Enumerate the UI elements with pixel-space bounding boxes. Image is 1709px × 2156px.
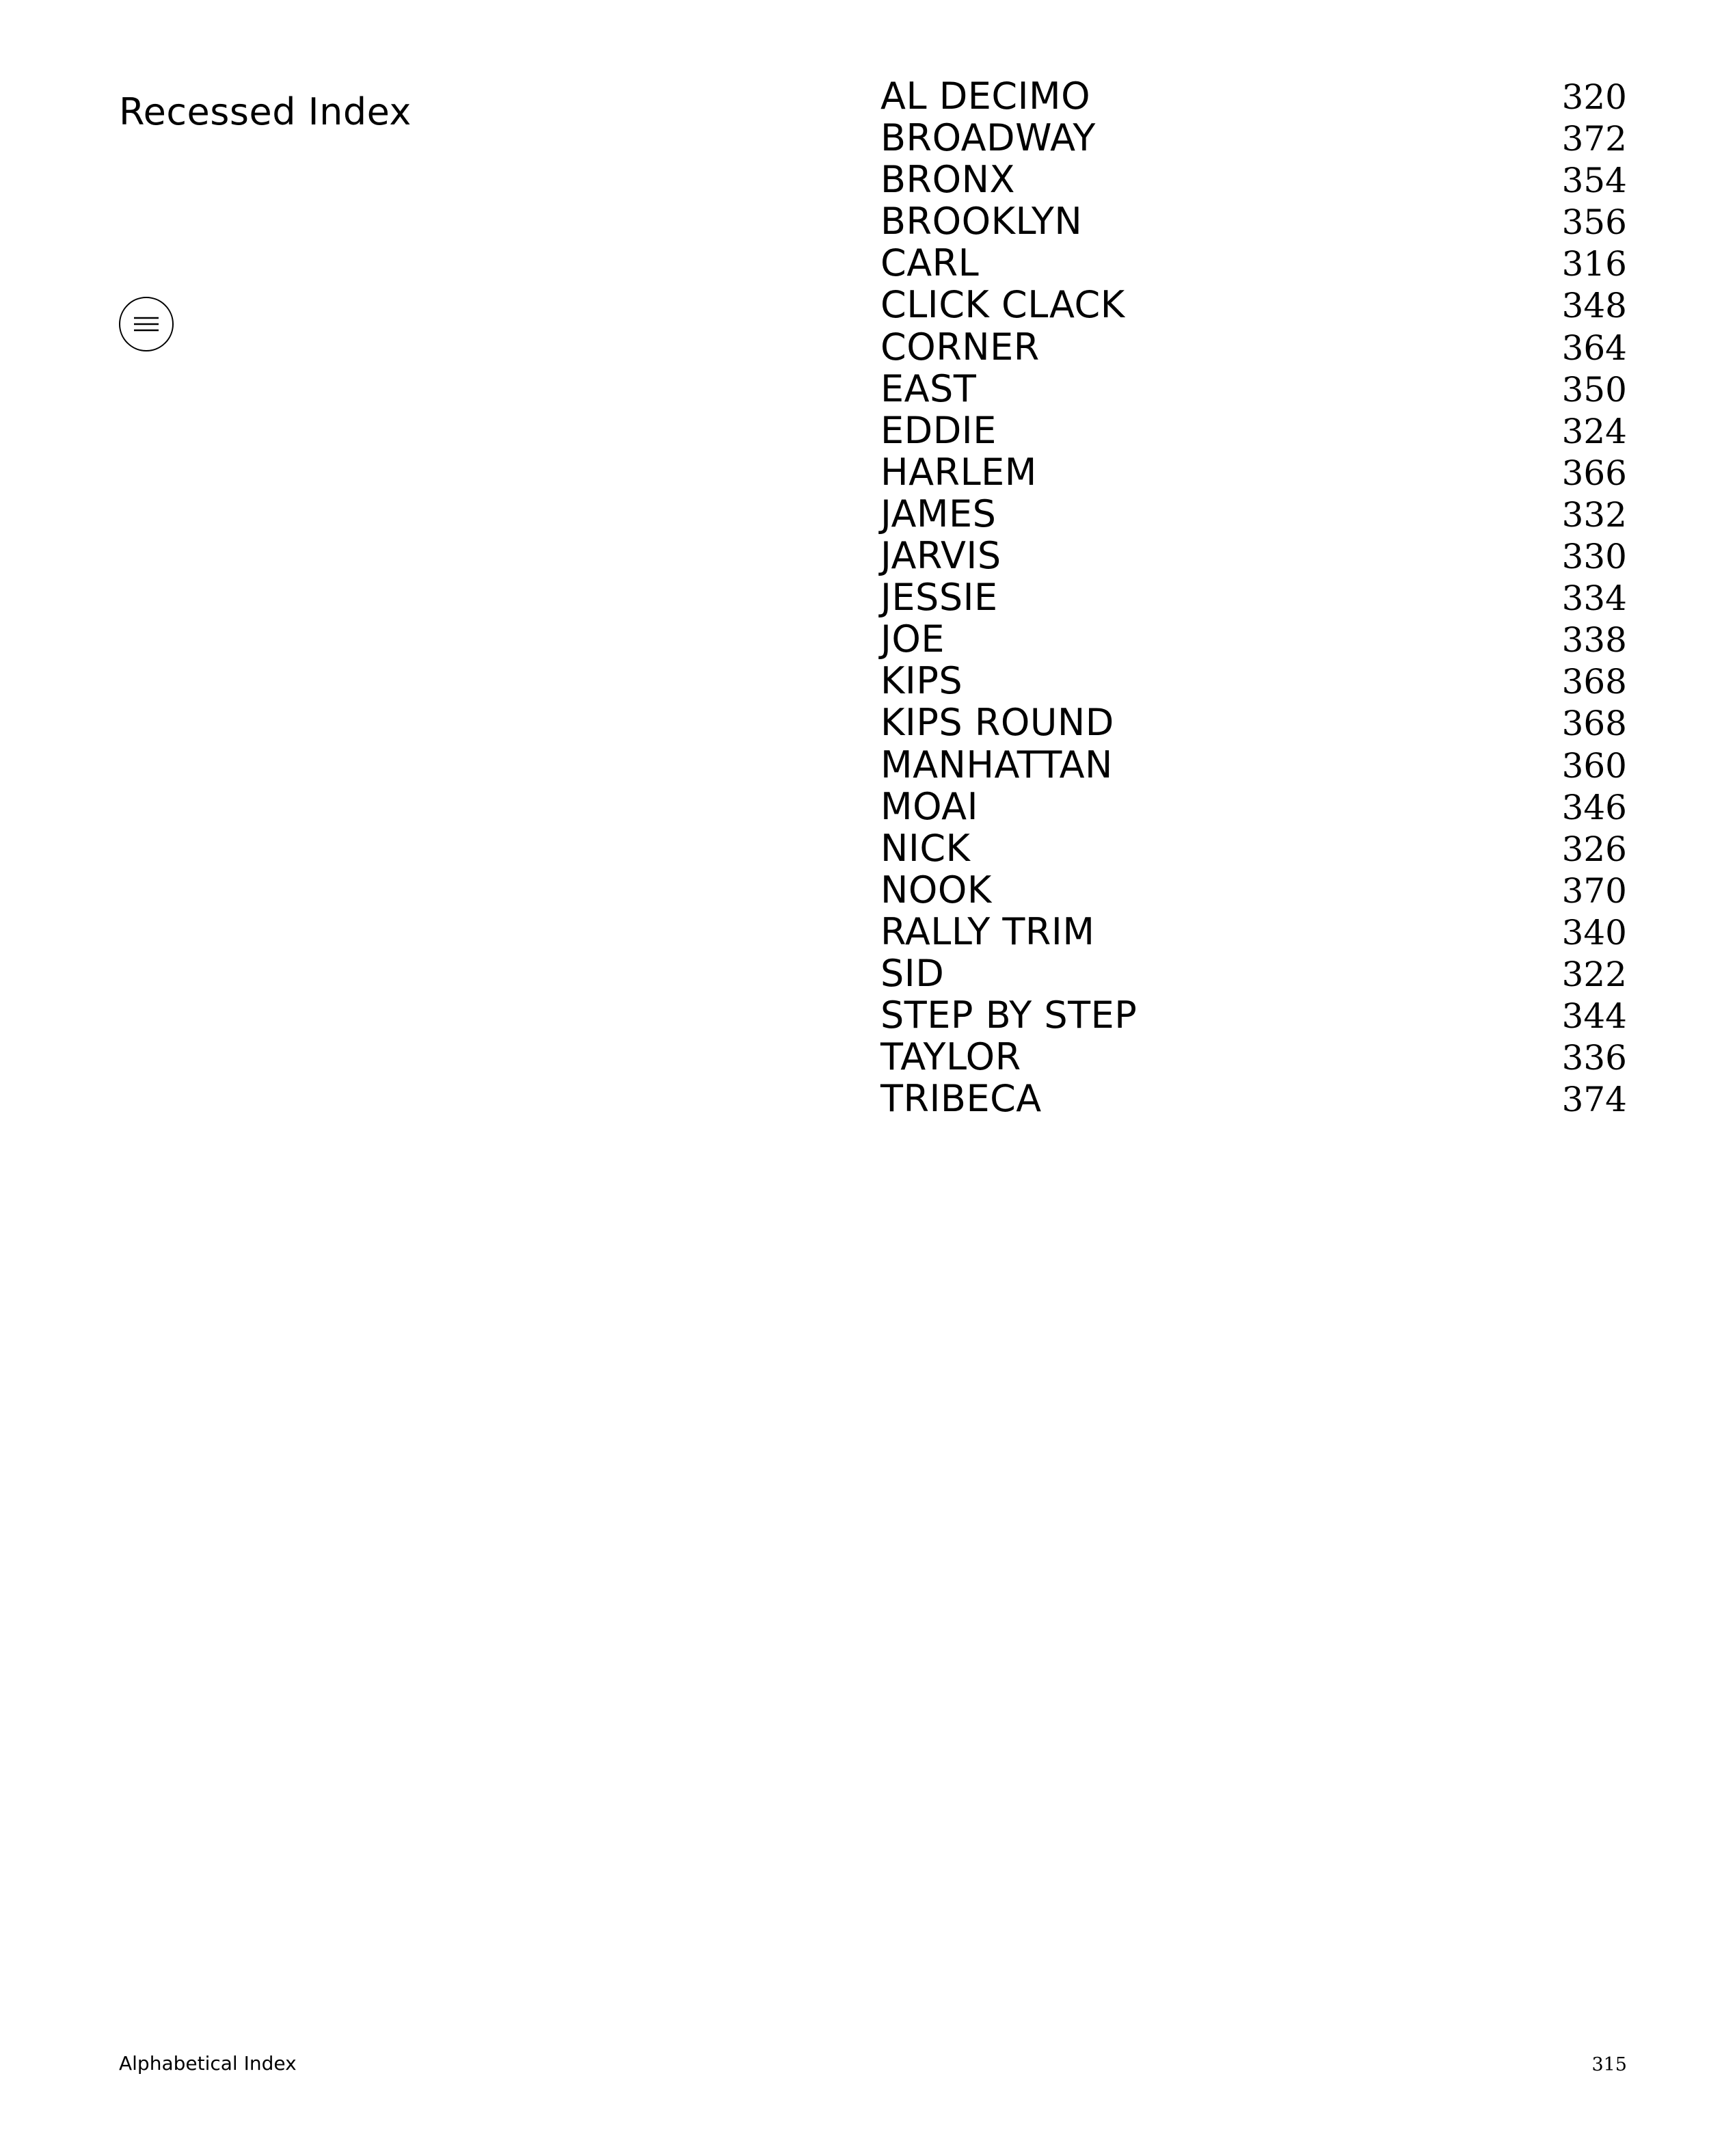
entry-name: BROADWAY bbox=[880, 116, 1096, 160]
entry-name: JOE bbox=[880, 617, 945, 661]
entry-page-number: 368 bbox=[1561, 662, 1627, 702]
entry-name: SID bbox=[880, 951, 945, 995]
entry-page-number: 344 bbox=[1561, 996, 1627, 1037]
entry-page-number: 364 bbox=[1561, 328, 1627, 368]
entry-page-number: 350 bbox=[1561, 369, 1627, 410]
entry-page-number: 354 bbox=[1561, 161, 1627, 201]
entry-name: TRIBECA bbox=[880, 1077, 1042, 1121]
entry-name: STEP BY STEP bbox=[880, 994, 1138, 1037]
entry-page-number: 372 bbox=[1561, 119, 1627, 159]
index-entry[interactable] bbox=[880, 660, 1627, 702]
entry-name: NOOK bbox=[880, 868, 992, 911]
entry-page-number: 348 bbox=[1561, 286, 1627, 326]
entry-name: JARVIS bbox=[880, 534, 1001, 578]
entry-name: JAMES bbox=[880, 492, 997, 535]
index-entry[interactable] bbox=[880, 1036, 1627, 1078]
footer-page-number: 315 bbox=[1591, 2054, 1627, 2075]
hamburger-menu-icon bbox=[133, 314, 160, 334]
entry-page-number: 316 bbox=[1561, 244, 1627, 284]
entry-page-number: 336 bbox=[1561, 1038, 1627, 1078]
index-entry[interactable] bbox=[880, 618, 1627, 660]
index-entry[interactable] bbox=[880, 493, 1627, 535]
entry-page-number: 368 bbox=[1561, 704, 1627, 744]
index-entry[interactable] bbox=[880, 994, 1627, 1036]
entry-page-number: 374 bbox=[1561, 1080, 1627, 1120]
entry-name: TAYLOR bbox=[880, 1035, 1021, 1079]
entry-name: CARL bbox=[880, 241, 980, 285]
index-entry[interactable] bbox=[880, 786, 1627, 827]
entry-name: HARLEM bbox=[880, 450, 1037, 494]
index-entry[interactable] bbox=[880, 869, 1627, 911]
entry-page-number: 340 bbox=[1561, 912, 1627, 953]
entry-name: RALLY TRIM bbox=[880, 909, 1095, 953]
entry-page-number: 370 bbox=[1561, 870, 1627, 911]
index-entry[interactable] bbox=[880, 242, 1627, 284]
menu-button[interactable] bbox=[119, 297, 174, 351]
entry-page-number: 322 bbox=[1561, 954, 1627, 994]
entry-name: BROOKLYN bbox=[880, 200, 1083, 243]
entry-page-number: 324 bbox=[1561, 411, 1627, 451]
index-list bbox=[880, 75, 1627, 1119]
entry-name: CORNER bbox=[880, 325, 1040, 369]
index-entry[interactable] bbox=[880, 284, 1627, 325]
entry-page-number: 330 bbox=[1561, 537, 1627, 577]
index-entry[interactable] bbox=[880, 368, 1627, 410]
entry-name: MANHATTAN bbox=[880, 743, 1113, 786]
entry-page-number: 346 bbox=[1561, 787, 1627, 827]
entry-page-number: 334 bbox=[1561, 578, 1627, 619]
entry-name: EDDIE bbox=[880, 408, 997, 452]
entry-page-number: 366 bbox=[1561, 453, 1627, 493]
index-entry[interactable] bbox=[880, 159, 1627, 200]
entry-page-number: 326 bbox=[1561, 829, 1627, 869]
index-entry[interactable] bbox=[880, 451, 1627, 493]
entry-page-number: 356 bbox=[1561, 202, 1627, 243]
index-entry[interactable] bbox=[880, 1078, 1627, 1119]
index-entry[interactable] bbox=[880, 576, 1627, 618]
entry-name: CLICK CLACK bbox=[880, 283, 1125, 327]
entry-name: EAST bbox=[880, 367, 977, 410]
index-entry[interactable] bbox=[880, 744, 1627, 786]
page-title: Recessed Index bbox=[119, 90, 412, 134]
index-entry[interactable] bbox=[880, 953, 1627, 994]
entry-name: KIPS bbox=[880, 659, 963, 703]
index-entry[interactable] bbox=[880, 535, 1627, 576]
entry-page-number: 332 bbox=[1561, 494, 1627, 535]
index-entry[interactable] bbox=[880, 702, 1627, 743]
entry-name: BRONX bbox=[880, 158, 1015, 202]
index-entry[interactable] bbox=[880, 410, 1627, 451]
index-entry[interactable] bbox=[880, 200, 1627, 242]
entry-name: JESSIE bbox=[880, 576, 998, 620]
entry-name: AL DECIMO bbox=[880, 75, 1091, 118]
footer-section-label: Alphabetical Index bbox=[119, 2052, 297, 2075]
index-entry[interactable] bbox=[880, 911, 1627, 953]
entry-page-number: 360 bbox=[1561, 745, 1627, 786]
index-entry[interactable] bbox=[880, 117, 1627, 159]
index-entry[interactable] bbox=[880, 75, 1627, 117]
index-entry[interactable] bbox=[880, 326, 1627, 368]
entry-page-number: 338 bbox=[1561, 620, 1627, 661]
index-entry[interactable] bbox=[880, 827, 1627, 869]
entry-name: NICK bbox=[880, 826, 971, 870]
entry-name: KIPS ROUND bbox=[880, 701, 1114, 745]
entry-name: MOAI bbox=[880, 784, 979, 828]
entry-page-number: 320 bbox=[1561, 77, 1627, 117]
